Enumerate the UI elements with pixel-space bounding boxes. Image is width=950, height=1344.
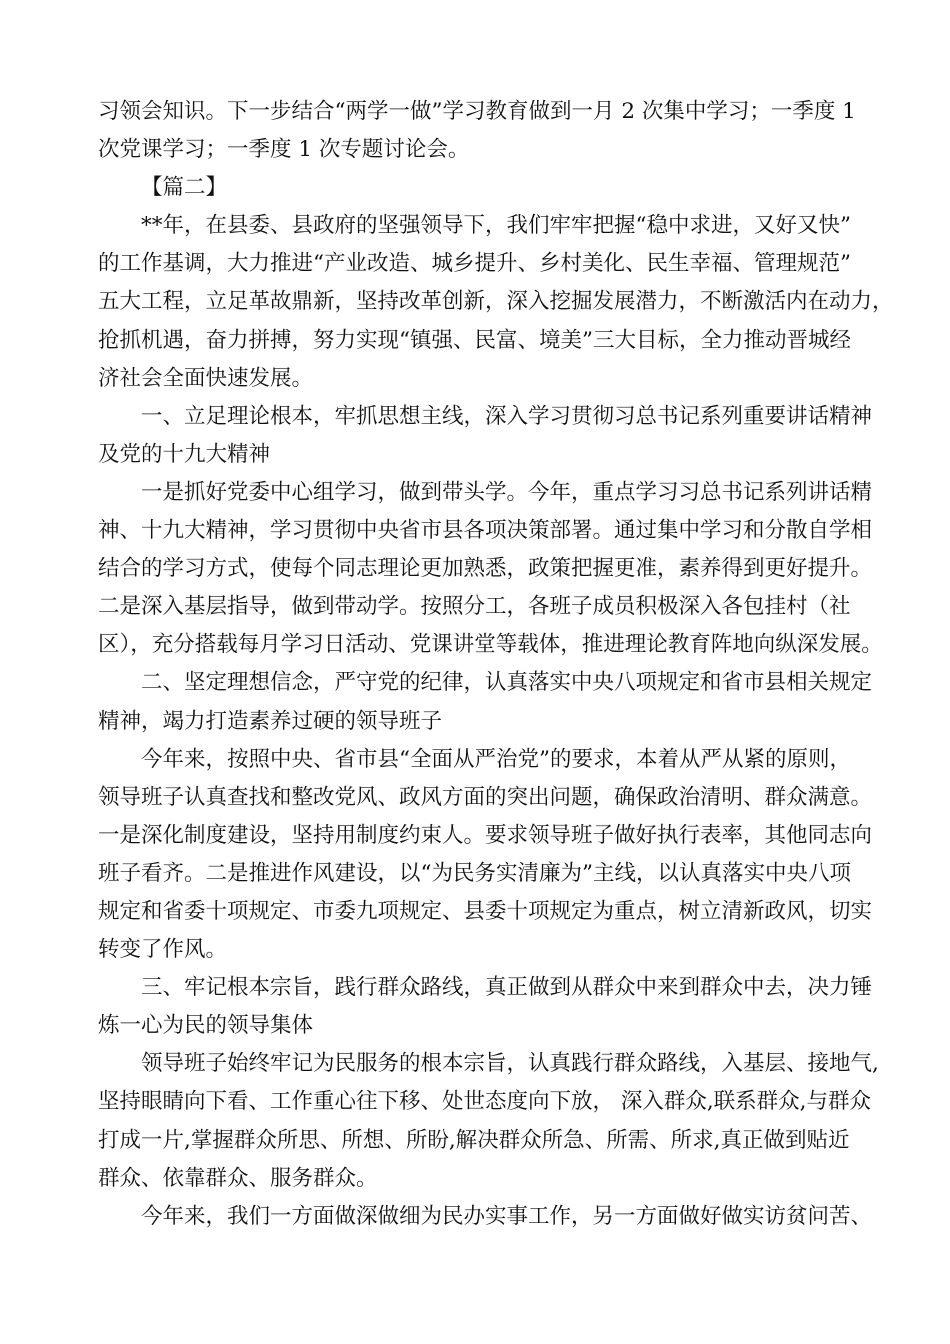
text-line: 次党课学习；一季度 1 次专题讨论会。 (98, 137, 470, 163)
text-line: 神、十九大精神，学习贯彻中央省市县各项决策部署。通过集中学习和分散自学相 (98, 518, 873, 544)
text-line: 五大工程，立足革故鼎新，坚持改革创新，深入挖掘发展潜力，不断激活内在动力， (98, 289, 894, 315)
document-body (98, 93, 898, 1236)
text-line: 结合的学习方式，使每个同志理论更加熟悉，政策把握更准，素养得到更好提升。 (98, 556, 873, 582)
text-line: 打成一片,掌握群众所思、所想、所盼,解决群众所急、所需、所求,真正做到贴近 (98, 1127, 850, 1153)
text-line: 领导班子认真查找和整改党风、政风方面的突出问题，确保政治清明、群众满意。 (98, 784, 873, 810)
text-line: 今年来，按照中央、省市县“全面从严治党”的要求，本着从严从紧的原则， (141, 746, 851, 772)
subheading-line: 炼一心为民的领导集体 (98, 1013, 314, 1039)
subheading-line: 精神，竭力打造素养过硬的领导班子 (98, 708, 443, 734)
text-line: 一是深化制度建设，坚持用制度约束人。要求领导班子做好执行表率，其他同志向 (98, 822, 873, 848)
text-line: 济社会全面快速发展。 (98, 365, 314, 391)
text-line: 群众、依靠群众、服务群众。 (98, 1165, 378, 1191)
text-line: 领导班子始终牢记为民服务的根本宗旨，认真践行群众路线，入基层、接地气, (141, 1051, 879, 1077)
text-line: **年，在县委、县政府的坚强领导下，我们牢牢把握“稳中求进，又好又快” (141, 213, 851, 239)
text-line: 班子看齐。二是推进作风建设，以“为民务实清廉为”主线，以认真落实中央八项 (98, 860, 851, 886)
text-line: 的工作基调，大力推进“产业改造、城乡提升、乡村美化、民生幸福、管理规范” (98, 251, 851, 277)
text-line: 区），充分搭载每月学习日活动、党课讲堂等载体，推进理论教育阵地向纵深发展。 (98, 632, 883, 658)
subheading-line: 三、牢记根本宗旨，践行群众路线，真正做到从群众中来到群众中去，决力锤 (141, 975, 873, 1001)
text-line: 一是抓好党委中心组学习，做到带头学。今年，重点学习习总书记系列讲话精 (141, 479, 873, 505)
text-line: 规定和省委十项规定、市委九项规定、县委十项规定为重点，树立清新政风，切实 (98, 898, 873, 924)
text-line: 坚持眼睛向下看、工作重心往下移、处世态度向下放， 深入群众,联系群众,与群众 (98, 1089, 872, 1115)
text-line: 习领会知识。下一步结合“两学一做”学习教育做到一月 2 次集中学习；一季度 1 (98, 99, 856, 124)
text-line: 转变了作风。 (98, 937, 228, 963)
section-heading: 【篇二】 (141, 175, 228, 201)
subheading-line: 二、坚定理想信念，严守党的纪律，认真落实中央八项规定和省市县相关规定 (141, 670, 873, 696)
text-line: 抢抓机遇，奋力拼搏，努力实现“镇强、民富、境美”三大目标，全力推动晋城经 (98, 327, 851, 353)
subheading-line: 一、立足理论根本，牢抓思想主线，深入学习贯彻习总书记系列重要讲话精神 (141, 403, 873, 429)
text-line: 今年来，我们一方面做深做细为民办实事工作，另一方面做好做实访贫问苦、 (141, 1203, 873, 1229)
text-line: 二是深入基层指导，做到带动学。按照分工，各班子成员积极深入各包挂村（社 (98, 594, 851, 620)
subheading-line: 及党的十九大精神 (98, 441, 271, 467)
